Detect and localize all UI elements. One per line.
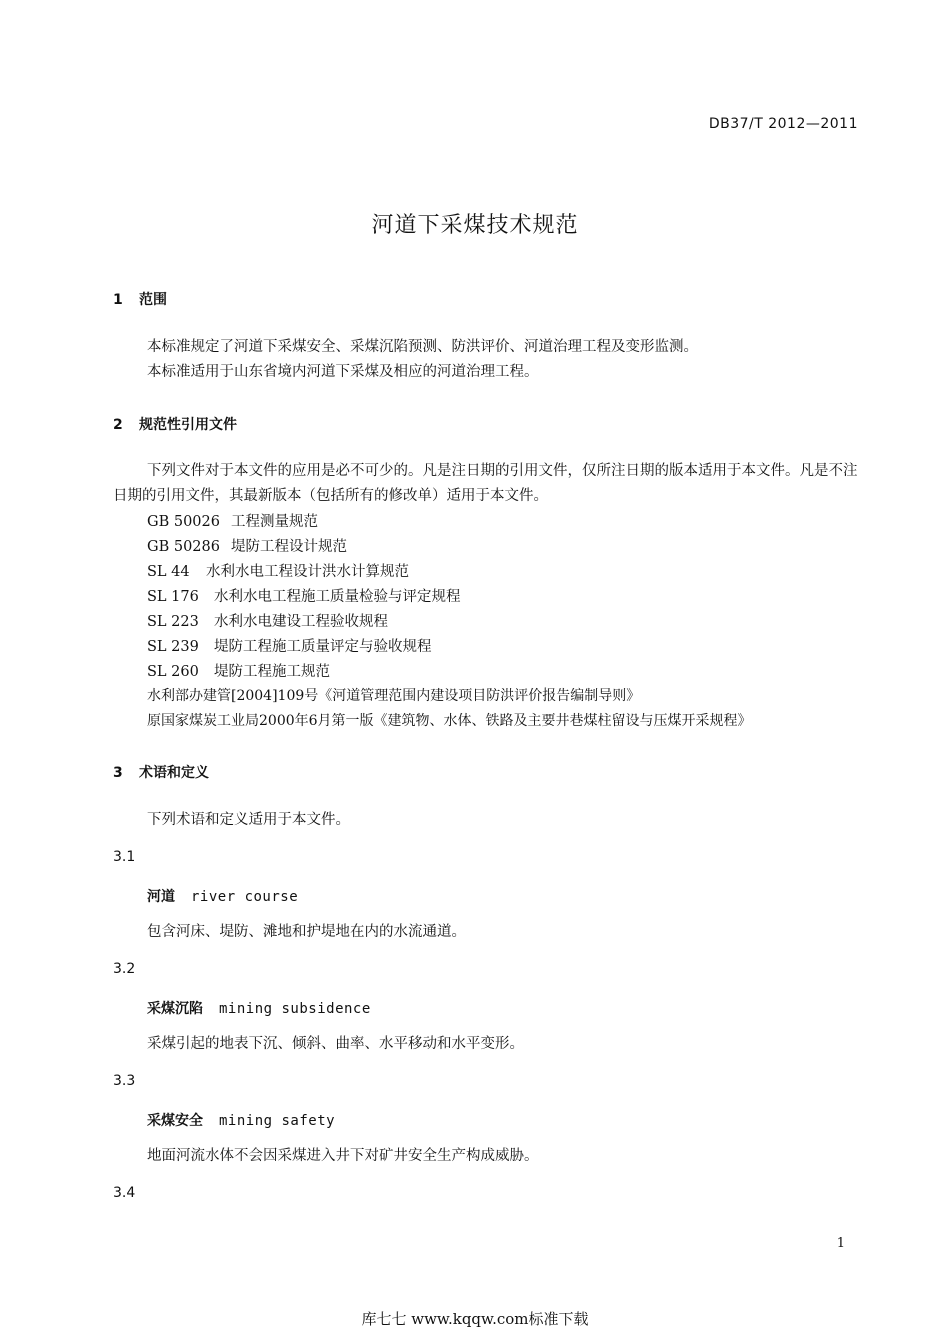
reference-code: GB 50286 (147, 539, 220, 555)
section-number: 3 (113, 765, 123, 781)
term-definition: 包含河床、堤防、滩地和护堤地在内的水流通道。 (147, 924, 466, 940)
reference-item (147, 660, 330, 681)
section-2-heading (113, 414, 237, 434)
term-number: 3.3 (113, 1073, 136, 1089)
section-1-heading (113, 289, 167, 309)
reference-item (147, 585, 461, 606)
document-title: 河道下采煤技术规范 (371, 213, 579, 238)
reference-item: 原国家煤炭工业局2000年6月第一版《建筑物、水体、铁路及主要井巷煤柱留设与压煤开采规程》 (147, 713, 752, 729)
paragraph: 下列术语和定义适用于本文件。 (147, 812, 350, 828)
paragraph: 本标准适用于山东省境内河道下采煤及相应的河道治理工程。 (147, 364, 539, 380)
reference-item (147, 510, 318, 531)
reference-code: SL 260 (147, 664, 199, 680)
reference-title: 堤防工程施工质量评定与验收规程 (214, 639, 432, 655)
reference-item (147, 535, 347, 556)
term-chinese: 采煤沉陷 (147, 1001, 203, 1017)
term-english: mining subsidence (219, 1001, 371, 1017)
reference-title: 水利水电工程施工质量检验与评定规程 (214, 589, 461, 605)
page-number: 1 (836, 1236, 845, 1251)
term-number: 3.4 (113, 1185, 136, 1201)
term-entry (147, 886, 298, 906)
footer-watermark: 库七七 www.kqqw.com标准下载 (361, 1310, 589, 1328)
reference-item (147, 560, 409, 581)
reference-code: SL 176 (147, 589, 199, 605)
term-english: river course (191, 889, 299, 905)
term-number: 3.1 (113, 849, 136, 865)
paragraph: 本标准规定了河道下采煤安全、采煤沉陷预测、防洪评价、河道治理工程及变形监测。 (147, 339, 698, 355)
reference-title: 堤防工程施工规范 (214, 664, 330, 680)
reference-title: 堤防工程设计规范 (231, 539, 347, 555)
section-title: 规范性引用文件 (139, 417, 237, 433)
reference-code: SL 44 (147, 564, 190, 580)
term-definition: 地面河流水体不会因采煤进入井下对矿井安全生产构成威胁。 (147, 1148, 539, 1164)
term-chinese: 河道 (147, 889, 175, 905)
section-number: 2 (113, 417, 123, 433)
term-entry (147, 1110, 335, 1130)
reference-item (147, 635, 432, 656)
reference-item (147, 610, 388, 631)
reference-title: 水利水电建设工程验收规程 (214, 614, 388, 630)
term-definition: 采煤引起的地表下沉、倾斜、曲率、水平移动和水平变形。 (147, 1036, 524, 1052)
document-code: DB37/T 2012—2011 (708, 116, 858, 132)
section-3-heading (113, 762, 209, 782)
term-english: mining safety (219, 1113, 336, 1129)
reference-title: 工程测量规范 (231, 514, 318, 530)
reference-code: SL 239 (147, 639, 199, 655)
section-number: 1 (113, 292, 123, 308)
term-chinese: 采煤安全 (147, 1113, 203, 1129)
section-title: 范围 (139, 292, 167, 308)
section-title: 术语和定义 (139, 765, 209, 781)
term-number: 3.2 (113, 961, 136, 977)
reference-code: SL 223 (147, 614, 199, 630)
reference-item: 水利部办建管[2004]109号《河道管理范围内建设项目防洪评价报告编制导则》 (147, 688, 641, 704)
term-entry (147, 998, 371, 1018)
reference-code: GB 50026 (147, 514, 220, 530)
paragraph: 下列文件对于本文件的应用是必不可少的。凡是注日期的引用文件，仅所注日期的版本适用于本文件。凡是不注日期的引用文件，其最新版本（包括所有的修改单）适用于本文件。 (113, 463, 858, 504)
reference-title: 水利水电工程设计洪水计算规范 (206, 564, 409, 580)
